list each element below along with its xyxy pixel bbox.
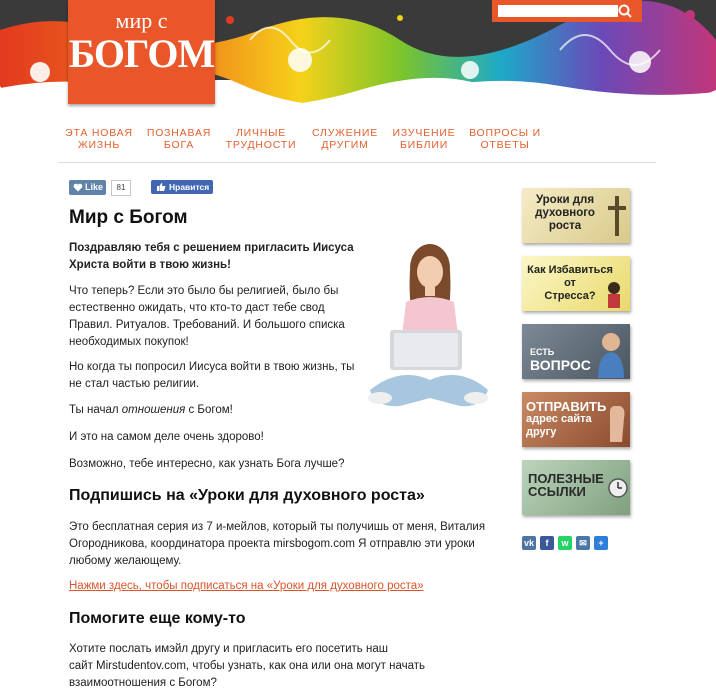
nav-item-personal-difficulties[interactable] <box>222 127 300 151</box>
paragraph-line: Правил. Ритуалов. Требований. И большого списка <box>69 319 345 331</box>
banner-text-line: роста <box>548 220 582 232</box>
search-input[interactable] <box>498 5 618 17</box>
banner-text-line: духовного <box>535 207 595 219</box>
email-icon[interactable]: ✉ <box>576 536 590 550</box>
paragraph-line: не стал частью религии. <box>69 378 200 390</box>
vk-like-button[interactable] <box>69 180 106 195</box>
nav-label: ДРУГИМ <box>321 139 369 151</box>
nav-item-bible-study[interactable] <box>388 127 460 151</box>
banner-text-line: ОТПРАВИТЬ <box>526 399 607 414</box>
nav-item-serving-others[interactable] <box>306 127 384 151</box>
banner-useful-links[interactable] <box>522 460 630 515</box>
subscribe-heading: Подпишись на «Уроки для духовного роста» <box>69 487 425 504</box>
banner-text-line: Стресса? <box>544 290 596 302</box>
nav-item-new-life[interactable] <box>58 127 140 151</box>
subscribe-text: Это бесплатная серия из 7 и-мейлов, который ты получишь от меня, Виталия <box>69 521 486 533</box>
banner-spiritual-lessons[interactable] <box>522 188 630 243</box>
text-fragment: с Богом! <box>185 404 233 416</box>
banner-stress-relief[interactable] <box>522 256 630 311</box>
nav-label: ВОПРОСЫ И <box>469 127 541 139</box>
nav-label: ЖИЗНЬ <box>77 139 121 151</box>
whatsapp-icon[interactable]: w <box>558 536 572 550</box>
search-icon[interactable] <box>616 2 634 20</box>
paragraph-line: Возможно, тебе интересно, как узнать Бога лучше? <box>69 458 345 470</box>
banner-send-to-friend[interactable] <box>522 392 630 447</box>
banner-text-line: от <box>564 277 576 289</box>
intro-line: Христа войти в твою жизнь! <box>69 259 231 271</box>
banner-text-line: ВОПРОС <box>530 357 591 373</box>
banner-text-line: адрес сайта <box>526 413 592 425</box>
vk-icon[interactable]: vk <box>523 538 534 548</box>
fb-like-label: Нравится <box>169 182 210 192</box>
paragraph-line: естественно ожидать, что кто-то даст тебе свод <box>69 302 325 314</box>
banner-text-line: Уроки для <box>535 194 595 206</box>
help-heading: Помогите еще кому-то <box>69 610 246 627</box>
text-emphasis: отношения <box>121 404 186 416</box>
help-text: сайт Mirstudentov.com, чтобы узнать, как она или она могут начать <box>69 660 425 672</box>
paragraph-relationship <box>69 402 233 419</box>
like-label: Like <box>85 182 104 192</box>
subscribe-text: любому желающему. <box>69 555 182 567</box>
help-text: Хотите послать имэйл другу и пригласить его посетить наш <box>69 643 388 655</box>
intro-line: Поздравляю тебя с решением пригласить Иисуса <box>69 242 354 254</box>
nav-label: ИЗУЧЕНИЕ <box>392 127 456 139</box>
nav-label: ОТВЕТЫ <box>480 139 530 151</box>
banner-text-line: другу <box>526 426 557 438</box>
paragraph-line: необходимых покупок! <box>69 336 189 348</box>
banner-text-line: ССЫЛКИ <box>528 484 586 499</box>
help-text: взаимоотношения с Богом? <box>69 677 217 689</box>
nav-label: ЛИЧНЫЕ <box>235 127 287 139</box>
clock-icon <box>608 470 628 506</box>
paragraph-line: Что теперь? Если это было бы религией, было бы <box>69 285 339 297</box>
nav-label: ТРУДНОСТИ <box>225 139 297 151</box>
nav-divider <box>58 162 656 163</box>
banner-text-line: ЕСТЬ <box>530 347 555 357</box>
site-logo[interactable] <box>68 0 215 104</box>
subscribe-link[interactable]: Нажми здесь, чтобы подписаться на «Уроки для духовного роста» <box>69 580 424 592</box>
text-fragment: Ты начал <box>69 404 122 416</box>
heart-icon <box>73 183 83 192</box>
woman-with-laptop-image <box>360 240 495 415</box>
subscribe-text: Огородникова, координатора проекта mirsbogom.com Я отправлю эти уроки <box>69 538 475 550</box>
thumbs-up-icon <box>156 182 166 192</box>
nav-item-questions-answers[interactable] <box>466 127 544 151</box>
nav-label: БОГА <box>163 139 195 151</box>
like-count: 81 <box>111 180 131 196</box>
nav-item-knowing-god[interactable] <box>142 127 216 151</box>
search-box <box>492 0 642 22</box>
stressed-person-icon <box>600 280 628 310</box>
paragraph-line: Но когда ты попросил Иисуса войти в твою жизнь, ты <box>69 361 355 373</box>
site-header <box>0 0 716 108</box>
nav-label: БИБЛИИ <box>399 139 449 151</box>
nav-label: СЛУЖЕНИЕ <box>311 127 379 139</box>
banner-ask-question[interactable] <box>522 324 630 379</box>
thinking-man-icon <box>594 328 628 378</box>
logo-main-text: БОГОМ <box>68 31 215 76</box>
facebook-icon[interactable]: f <box>540 536 554 550</box>
nav-label: ПОЗНАВАЯ <box>146 127 212 139</box>
banner-text-line: Как Избавиться <box>527 264 613 276</box>
facebook-like-button[interactable] <box>151 180 213 194</box>
share-plus-icon[interactable]: + <box>594 536 608 550</box>
logo-top-text: мир с <box>115 8 168 33</box>
nav-label: ЭТА НОВАЯ <box>65 127 133 139</box>
paragraph-line: И это на самом деле очень здорово! <box>69 431 264 443</box>
main-nav <box>58 127 658 153</box>
cross-icon <box>608 196 626 236</box>
banner-text-line: ПОЛЕЗНЫЕ <box>528 471 604 486</box>
page-title: Мир с Богом <box>69 207 188 228</box>
hand-icon <box>604 398 628 442</box>
